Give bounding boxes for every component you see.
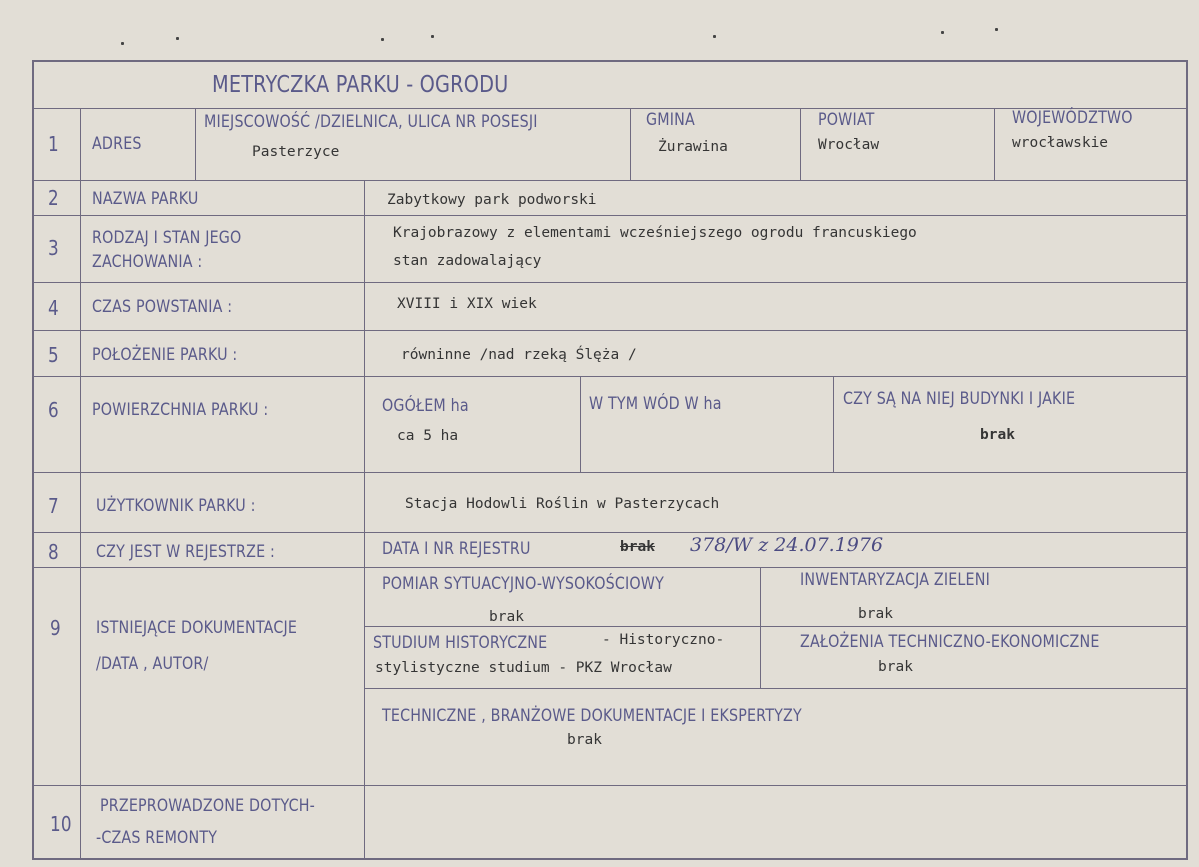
field-label: ZAŁOŻENIA TECHNICZNO-EKONOMICZNE bbox=[800, 632, 1100, 652]
field-label: ISTNIEJĄCE DOKUMENTACJE bbox=[96, 618, 298, 638]
row-divider bbox=[32, 215, 1188, 216]
field-value: brak bbox=[858, 606, 893, 622]
column-divider bbox=[364, 180, 365, 860]
row-divider bbox=[364, 626, 1188, 627]
row-divider bbox=[32, 376, 1188, 377]
field-value: równinne /nad rzeką Ślęża / bbox=[401, 347, 637, 363]
row-number: 9 bbox=[50, 616, 61, 640]
speck bbox=[121, 42, 124, 45]
field-label: PRZEPROWADZONE DOTYCH- bbox=[100, 796, 315, 816]
row-divider bbox=[32, 532, 1188, 533]
column-divider bbox=[195, 108, 196, 180]
row-divider bbox=[32, 330, 1188, 331]
row-divider bbox=[32, 180, 1188, 181]
speck bbox=[176, 37, 179, 40]
field-label: -CZAS REMONTY bbox=[96, 828, 218, 848]
row-number: 2 bbox=[48, 186, 59, 210]
field-value: Pasterzyce bbox=[252, 144, 340, 160]
row-divider bbox=[32, 282, 1188, 283]
column-divider bbox=[760, 567, 761, 688]
field-label: CZY JEST W REJESTRZE : bbox=[96, 542, 275, 562]
field-label: /DATA , AUTOR/ bbox=[96, 654, 209, 674]
field-label: ADRES bbox=[92, 134, 142, 154]
speck bbox=[713, 35, 716, 38]
field-value: Żurawina bbox=[658, 139, 728, 155]
row-divider bbox=[32, 472, 1188, 473]
row-divider bbox=[364, 688, 1188, 689]
field-label: CZY SĄ NA NIEJ BUDYNKI I JAKIE bbox=[843, 389, 1076, 409]
row-number: 6 bbox=[48, 398, 59, 422]
row-number: 7 bbox=[48, 494, 59, 518]
field-label: OGÓŁEM ha bbox=[382, 396, 469, 416]
field-label: POWIERZCHNIA PARKU : bbox=[92, 400, 269, 420]
field-label: POMIAR SYTUACYJNO-WYSOKOŚCIOWY bbox=[382, 574, 664, 594]
row-divider bbox=[32, 785, 1188, 786]
column-divider bbox=[833, 376, 834, 472]
row-divider bbox=[32, 567, 1188, 568]
column-divider bbox=[994, 108, 995, 180]
handwritten-value: 378/W z 24.07.1976 bbox=[690, 534, 884, 556]
field-label: POŁOŻENIE PARKU : bbox=[92, 345, 238, 365]
row-number: 5 bbox=[48, 343, 59, 367]
field-label: MIEJSCOWOŚĆ /DZIELNICA, ULICA NR POSESJI bbox=[204, 112, 538, 132]
field-value: brak bbox=[567, 732, 602, 748]
field-label: W TYM WÓD W ha bbox=[589, 394, 722, 414]
row-number: 3 bbox=[48, 236, 59, 260]
row-number: 8 bbox=[48, 540, 59, 564]
field-value: brak bbox=[489, 609, 524, 625]
field-value: - Historyczno- bbox=[602, 632, 725, 648]
row-number: 1 bbox=[48, 132, 59, 156]
column-divider bbox=[800, 108, 801, 180]
page-title: METRYCZKA PARKU - OGRODU bbox=[212, 72, 509, 98]
row-number: 4 bbox=[48, 296, 59, 320]
field-value: brak bbox=[980, 427, 1015, 443]
row-number: 10 bbox=[50, 812, 72, 836]
field-value: ca 5 ha bbox=[397, 428, 459, 444]
speck bbox=[431, 35, 434, 38]
field-value: XVIII i XIX wiek bbox=[397, 296, 537, 312]
field-value: stylistyczne studium - PKZ Wrocław bbox=[375, 660, 672, 676]
field-value: Zabytkowy park podworski bbox=[387, 192, 597, 208]
field-value: stan zadowalający bbox=[393, 253, 542, 269]
field-value: wrocławskie bbox=[1012, 135, 1109, 151]
field-label: UŻYTKOWNIK PARKU : bbox=[96, 496, 256, 516]
struck-value: brak bbox=[620, 539, 655, 555]
column-divider bbox=[80, 108, 81, 860]
field-value: Krajobrazowy z elementami wcześniejszego ogrodu francuskiego bbox=[393, 225, 917, 241]
speck bbox=[995, 28, 998, 31]
field-label: POWIAT bbox=[818, 110, 875, 130]
field-label: CZAS POWSTANIA : bbox=[92, 297, 233, 317]
column-divider bbox=[580, 376, 581, 472]
field-value: Stacja Hodowli Roślin w Pasterzycach bbox=[405, 496, 720, 512]
speck bbox=[941, 31, 944, 34]
field-label: DATA I NR REJESTRU bbox=[382, 539, 531, 559]
field-label: WOJEWÓDZTWO bbox=[1012, 108, 1133, 128]
field-label: STUDIUM HISTORYCZNE bbox=[373, 633, 548, 653]
field-label: ZACHOWANIA : bbox=[92, 252, 203, 272]
field-label: INWENTARYZACJA ZIELENI bbox=[800, 570, 990, 590]
field-label: GMINA bbox=[646, 110, 695, 130]
field-value: brak bbox=[878, 659, 913, 675]
field-label: TECHNICZNE , BRANŻOWE DOKUMENTACJE I EKSPERTYZY bbox=[382, 706, 802, 726]
field-value: Wrocław bbox=[818, 137, 880, 153]
speck bbox=[381, 38, 384, 41]
column-divider bbox=[630, 108, 631, 180]
field-label: NAZWA PARKU bbox=[92, 189, 199, 209]
field-label: RODZAJ I STAN JEGO bbox=[92, 228, 242, 248]
